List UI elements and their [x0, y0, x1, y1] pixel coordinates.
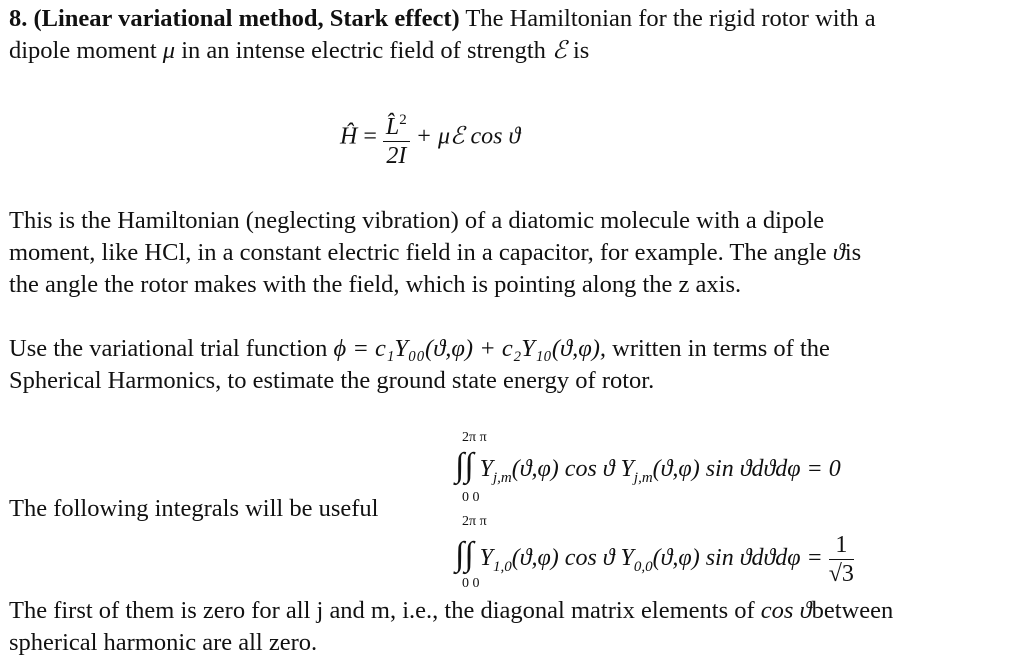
integral2-upper-limits: 2π π — [462, 514, 487, 529]
dipole-term: + μℰ cos ϑ — [415, 123, 521, 150]
subscript: 0,0 — [633, 559, 653, 576]
moment-of-inertia: 2I — [386, 143, 407, 169]
paragraph3-line1 — [9, 334, 830, 364]
kinetic-fraction — [383, 106, 410, 170]
closing-line1 — [9, 596, 893, 626]
spherical-harmonic: Y — [479, 545, 493, 572]
paragraph3-line2: Spherical Harmonics, to estimate the ground state energy of rotor. — [9, 367, 655, 394]
trial-function: ϕ = c₁Y₀₀(ϑ,φ) + c₂Y₁₀(ϑ,φ), — [333, 335, 607, 362]
double-integral-sign: ∫∫ — [455, 536, 474, 574]
double-integral-sign: ∫∫ — [455, 447, 474, 484]
paragraph2-line3: the angle the rotor makes with the field, which is pointing along the z axis. — [9, 271, 742, 298]
paragraph-text: Use the variational trial function — [9, 335, 328, 362]
intro-text: in an intense electric field of strength — [181, 37, 546, 64]
closing-text: The first of them is zero for all j and m, i.e., the diagonal matrix elements of — [9, 597, 755, 624]
integrals-label: The following integrals will be useful — [9, 495, 379, 522]
paragraph-text: written in terms of the — [612, 335, 830, 362]
angular-momentum-operator: L̂ — [385, 114, 400, 140]
integral2-expression — [455, 531, 854, 588]
equals-sign: = — [363, 123, 377, 150]
integrand-end: (ϑ,φ) sin ϑdϑdφ = 0 — [652, 456, 841, 482]
theta-symbol: ϑ — [832, 239, 845, 266]
subscript: j,m — [633, 470, 653, 486]
paragraph-text: moment, like HCl, in a constant electric field in a capacitor, for example. The angle — [9, 239, 827, 266]
integrand-middle: (ϑ,φ) cos ϑ Y — [511, 456, 634, 482]
integrand-middle: (ϑ,φ) cos ϑ Y — [511, 545, 634, 572]
intro-text: is — [572, 37, 590, 64]
intro-text: The Hamiltonian for the rigid rotor with a — [465, 5, 876, 32]
hamiltonian-operator: Ĥ — [340, 123, 358, 150]
intro-text: dipole moment — [9, 37, 157, 64]
integral1-lower-limits: 0 0 — [462, 490, 480, 505]
paragraph2-line2 — [9, 238, 861, 268]
result-fraction — [829, 531, 854, 588]
problem-number: 8. — [9, 5, 28, 32]
closing-text: between — [811, 597, 894, 624]
paragraph-text: is — [844, 239, 862, 266]
problem-title: (Linear variational method, Stark effect) — [33, 5, 460, 32]
mu-symbol: μ — [162, 37, 176, 64]
integral2-lower-limits: 0 0 — [462, 576, 480, 591]
problem-intro-line1 — [9, 4, 876, 34]
problem-intro-line2 — [9, 36, 589, 66]
subscript: j,m — [493, 470, 512, 486]
closing-line2: spherical harmonic are all zero. — [9, 629, 318, 656]
result-denominator: √3 — [828, 561, 854, 587]
spherical-harmonic: Y — [479, 456, 493, 482]
field-symbol: ℰ — [552, 37, 567, 64]
result-numerator: 1 — [829, 531, 854, 560]
subscript: 1,0 — [493, 559, 512, 576]
integral1-upper-limits: 2π π — [462, 430, 487, 445]
cos-theta: cos ϑ — [760, 597, 812, 624]
paragraph2-line1: This is the Hamiltonian (neglecting vibration) of a diatomic molecule with a dipole — [9, 207, 825, 234]
integrand-end: (ϑ,φ) sin ϑdϑdφ = — [652, 545, 823, 572]
integral1-expression — [455, 447, 841, 487]
exponent: 2 — [399, 112, 407, 128]
hamiltonian-equation — [340, 106, 520, 170]
